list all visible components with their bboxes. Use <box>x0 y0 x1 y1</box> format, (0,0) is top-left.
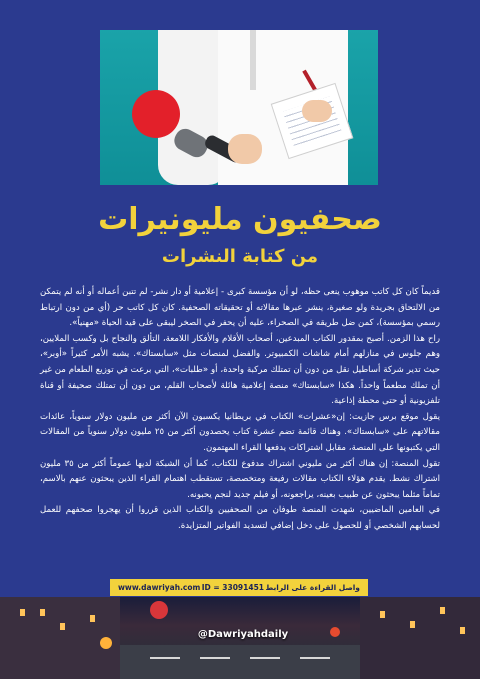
article-id: ID = 33091451 <box>201 583 265 592</box>
article-paragraph: راح هذا الزمن. أصبح بمقدور الكتاب المبدعين، أصحاب الأقلام والأفكار اللامعة، التألق والنجاح بل وكسب الملايين، وهم جلوس في منازلهم أمام شاشات الكمبيوتر. والفضل لمنصات مثل «سابستاك». يشبه الأمر كثيراً «أوبر»، حيث تدير شركة أساطيل نقل من دون أن تمتلك مركبة واحدة، أو «طلبات»، التي برعت في توزيع الطعام من غير أن تملك مطعماً واحداً. هكذا «سابستاك» منصة إعلامية هائلة لأصحاب القلم، من دون أن تمتلك صحيفة أو قناة تلفزيونية أو حتى محطة إذاعية. <box>40 333 440 407</box>
article-paragraph: في العامين الماضيين، شهدت المنصة طوفان من الصحفيين والكتاب الذين قرروا أن يهجروا صحفهم للعمل لحسابهم الشخصي أو للحصول على دخل إضافي لتسديد الفواتير المتزايدة. <box>40 505 440 531</box>
article-paragraph: تقول المنصة: إن هناك أكثر من مليوني اشتراك مدفوع للكتاب، كما أن الشبكة لديها عموماً أكثر من ٣٥ مليون اشتراك نشط. يقدم هؤلاء الكتاب مقالات رفيعة ومتخصصة، تستقطب اهتمام القراء الذين يبحثون عنهم بالاسم، تماماً مثلما يبحثون عن طبيب بعينه، يراجعونه، أو فيلم جديد لنجم يحبونه. <box>40 458 440 500</box>
social-handle: @Dawriyahdaily <box>197 629 289 640</box>
article-paragraph: قديماً كان كل كاتب موهوب ينعى حظه، لو أن مؤسسة كبرى - إعلامية أو دار نشر- لم تتبن أعماله أو أنه لم يتمكن من الالتحاق بجريدة ولو صغيرة، ينشر عبرها مقالاته أو تحقيقاته الصحفية. كان كل كاتب حر (أي من دون ارتباط رسمي بمؤسسة)، كمن ضل طريقه في الصحراء، عليه أن يحفر في الصخر ليبقى على قيد الحياة «مهنياً». <box>40 287 440 329</box>
continue-reading-label: واصل القراءة على الرابط <box>265 583 360 592</box>
website-url-link[interactable]: www.dawriyah.com <box>118 583 201 592</box>
article-paragraph: يقول موقع برس جازيت: إن«عشرات» الكتاب في بريطانيا يكسبون الآن أكثر من مليون دولار سنوياً، عائدات مقالاتهم على «سابستاك». وهناك قائمة تضم عشرة كتاب يحصدون أكثر من ٢٥ مليون دولار سنوياً من المقالات التي يكتبونها على المنصة، مقابل اشتراكات يدفعها القراء المهتمون. <box>40 411 440 453</box>
article-title: صحفيون مليونيرات <box>98 202 382 237</box>
article-body <box>40 285 440 535</box>
continue-reading-bar[interactable] <box>110 579 368 596</box>
article-subtitle: من كتابة النشرات <box>161 246 319 267</box>
hero-image-journalist-with-microphone <box>100 30 378 185</box>
